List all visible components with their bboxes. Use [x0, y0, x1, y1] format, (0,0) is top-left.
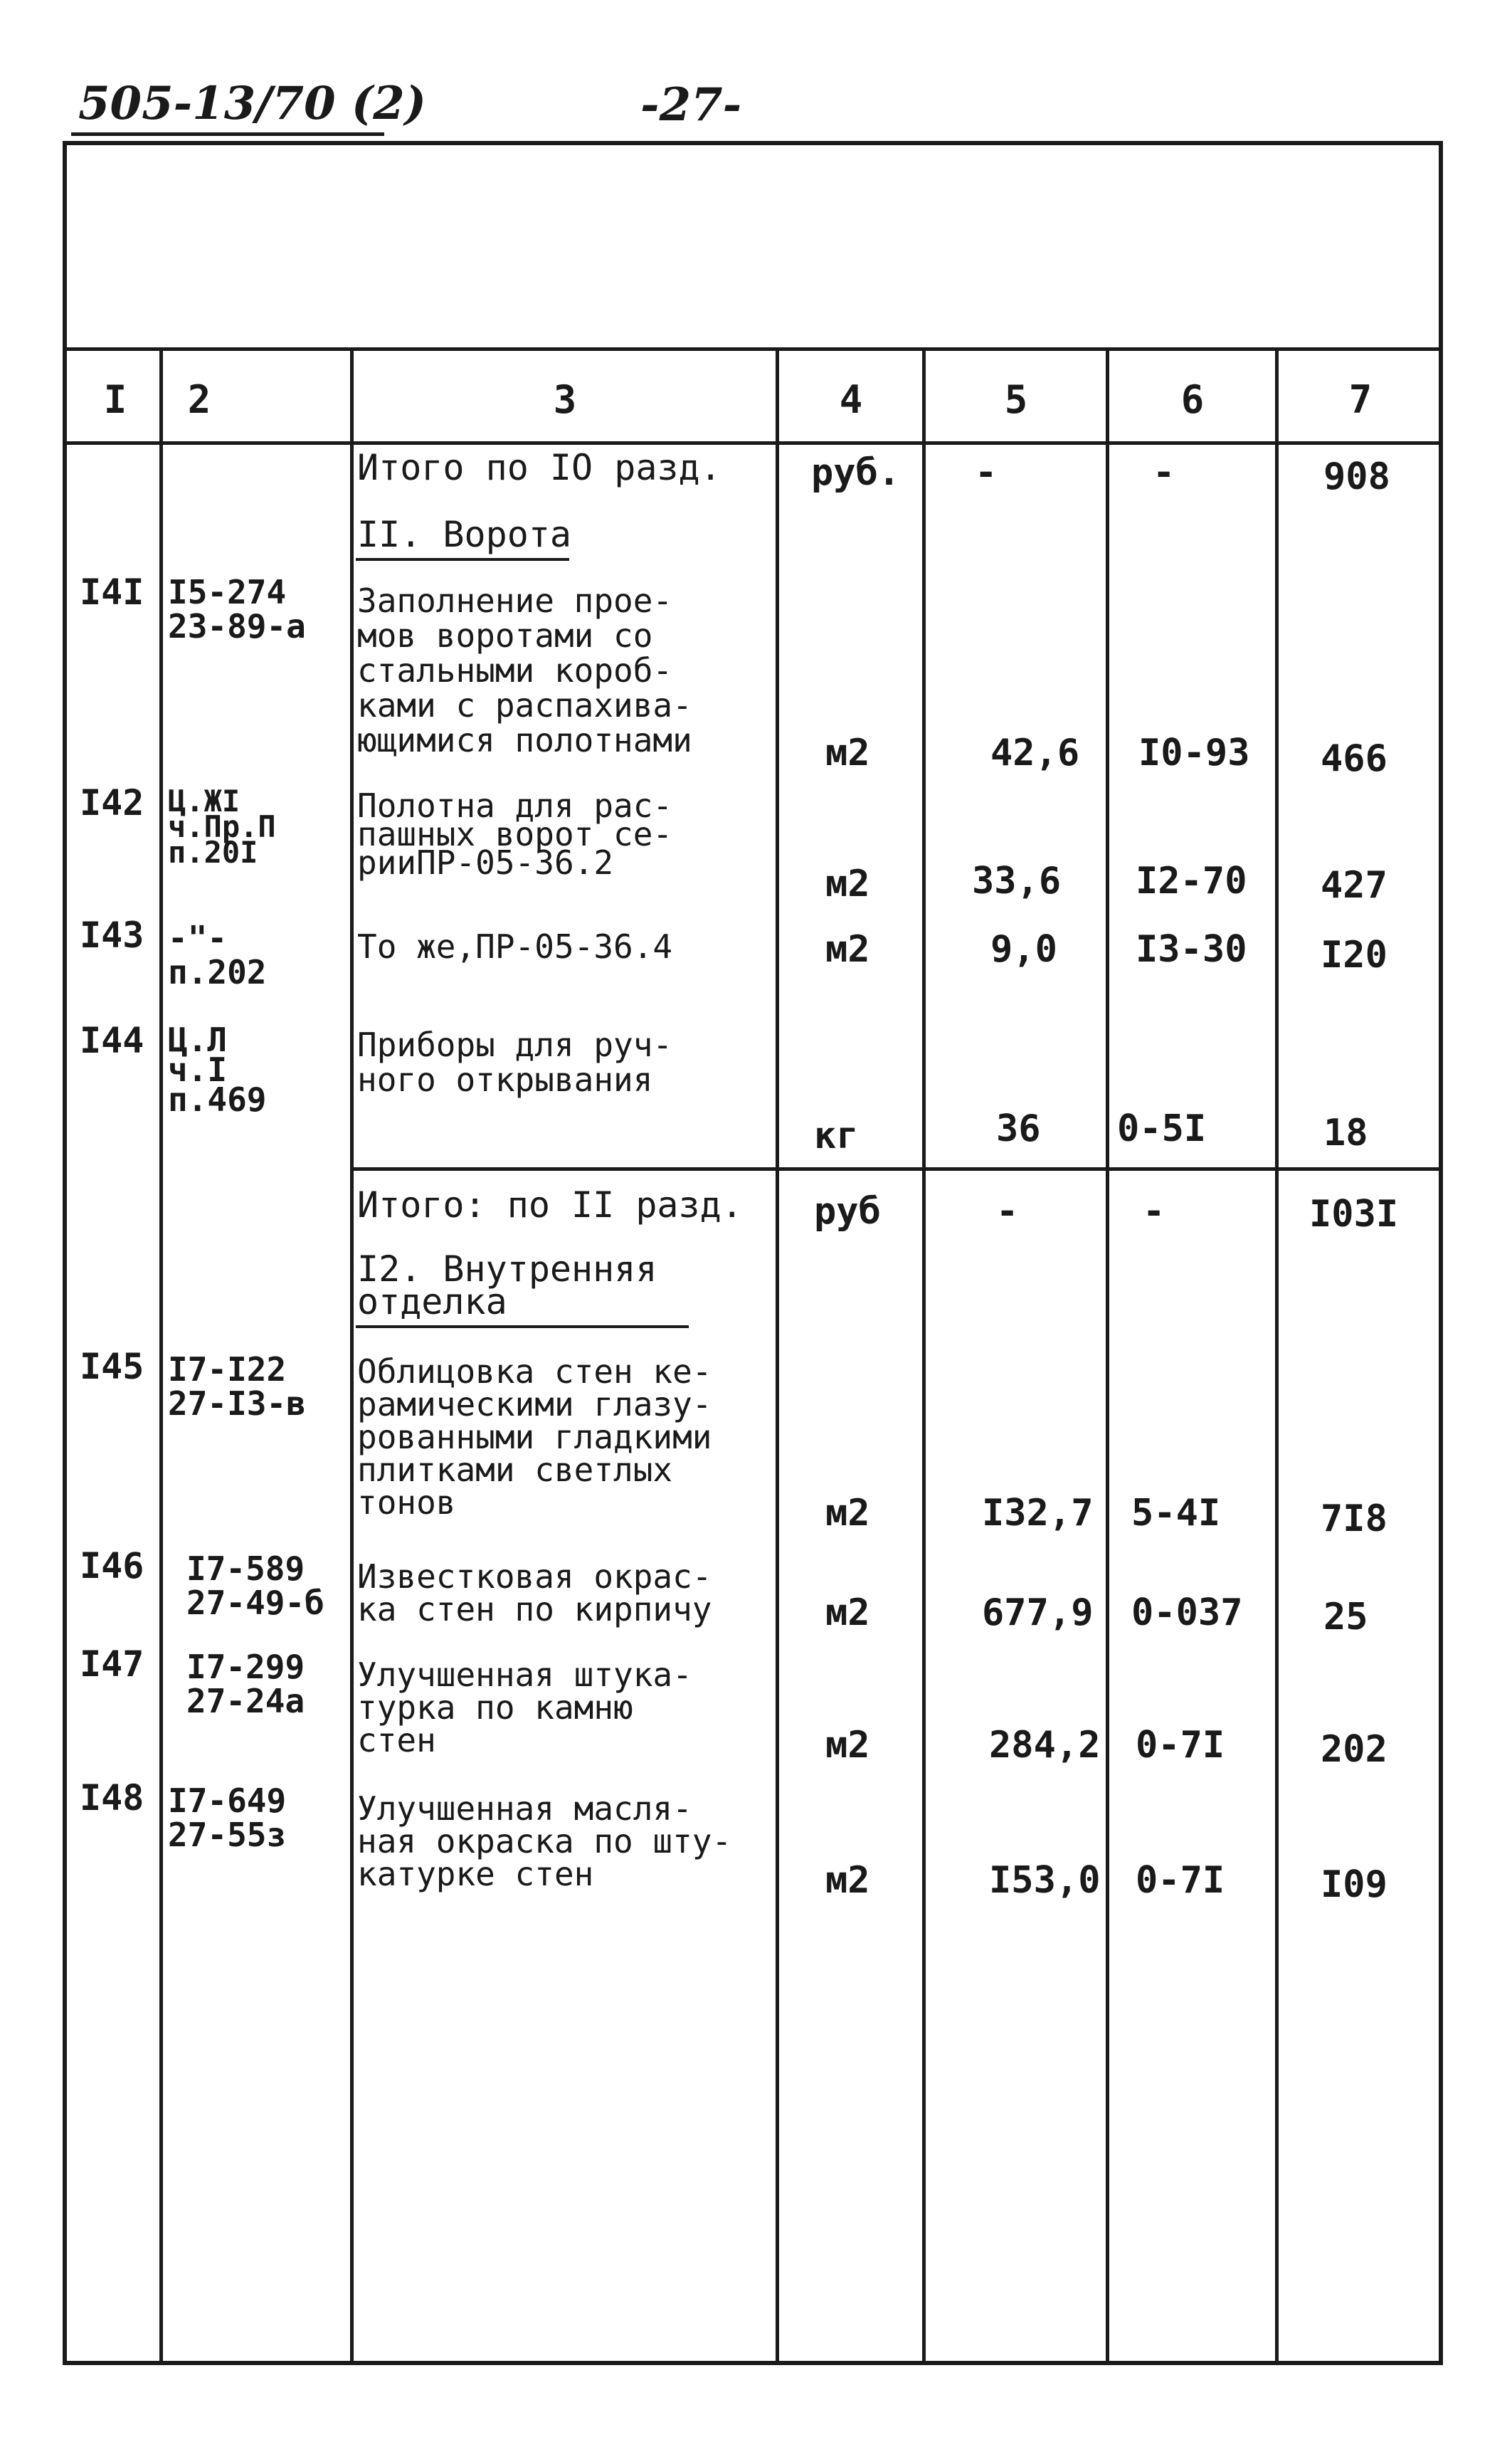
table-row-141-desc: Заполнение прое- мов воротами со стальными короб- ками с распахива- ющимися полотнами: [357, 581, 692, 759]
table-row-total-10-total: 908: [1323, 456, 1390, 498]
table-row-144-code: Ц.Л ч.I п.469: [168, 1021, 267, 1119]
table-row-143-code: -"- п.202: [168, 919, 267, 991]
table-row-148-unit: м2: [825, 1859, 870, 1902]
table-row-147-num: I47: [80, 1643, 144, 1685]
table-row-141-total: 466: [1321, 737, 1387, 780]
table-row-total-10-price: -: [1153, 451, 1175, 494]
table-row-144-desc: Приборы для руч- ного открывания: [357, 1026, 673, 1099]
table-row-146-desc: Известковая окрас- ка стен по кирпичу: [357, 1557, 712, 1628]
table-row-147-qty: 284,2: [989, 1724, 1101, 1767]
col-header-7: 7: [1348, 377, 1373, 422]
table-row-142-unit: м2: [825, 863, 870, 905]
table-frame: [63, 141, 1443, 2365]
table-row-146-unit: м2: [825, 1591, 870, 1634]
table-row-145-num: I45: [80, 1346, 144, 1387]
col-sep-4: [922, 349, 926, 2364]
table-row-145-price: 5-4I: [1131, 1492, 1221, 1535]
col-sep-6: [1275, 349, 1279, 2364]
table-row-147-code: I7-299 27-24а: [186, 1648, 305, 1720]
page-number: -27-: [640, 78, 742, 132]
table-row-147-desc: Улучшенная штука- турка по камню стен: [357, 1656, 692, 1759]
table-row-144-total: 18: [1323, 1112, 1368, 1154]
table-row-148-total: I09: [1321, 1863, 1387, 1906]
table-row-147-unit: м2: [825, 1724, 870, 1767]
table-row-141-price: I0-93: [1138, 732, 1250, 774]
table-row-144-price: 0-5I: [1117, 1107, 1207, 1150]
col-sep-3: [776, 349, 779, 2364]
table-row-142-total: 427: [1321, 864, 1387, 907]
table-row-146-total: 25: [1323, 1596, 1368, 1638]
table-row-142-desc: Полотна для рас- пашных ворот се- рииПР-05-36.2: [357, 786, 673, 882]
table-row-144-num: I44: [80, 1020, 144, 1061]
table-row-146-code: I7-589 27-49-б: [186, 1549, 324, 1622]
col-header-1: I: [103, 377, 127, 422]
table-row-143-unit: м2: [825, 928, 870, 971]
table-row-142-price: I2-70: [1136, 860, 1247, 902]
table-row-145-qty: I32,7: [982, 1492, 1094, 1535]
table-row-148-desc: Улучшенная масля- ная окраска по шту- катурке стен: [357, 1789, 732, 1893]
table-row-146-num: I46: [80, 1545, 144, 1586]
col-header-3: 3: [553, 377, 577, 422]
table-row-145-total: 7I8: [1321, 1498, 1387, 1540]
col-header-2: 2: [187, 377, 211, 422]
section-heading-gates: II. Ворота: [357, 514, 572, 555]
section-heading-interior-finish: I2. Внутренняя отделка: [357, 1248, 657, 1322]
section-heading-gates-underline: [356, 558, 569, 561]
table-row-total-10-qty: -: [975, 451, 998, 494]
table-row-total-11-total: I03I: [1309, 1193, 1399, 1236]
table-row-141-qty: 42,6: [990, 732, 1080, 774]
table-row-145-desc: Облицовка стен ке- рамическими глазу- рованными гладкими плитками светлых тонов: [357, 1352, 712, 1522]
table-row-144-qty: 36: [996, 1107, 1041, 1150]
table-row-148-qty: I53,0: [989, 1859, 1101, 1902]
col-sep-5: [1106, 349, 1109, 2364]
table-row-145-unit: м2: [825, 1492, 870, 1535]
table-row-total-11-qty: -: [996, 1190, 1019, 1233]
header-top-rule: [67, 347, 1442, 351]
table-row-143-price: I3-30: [1136, 928, 1247, 971]
table-row-total-10-unit: руб.: [811, 451, 901, 494]
table-row-total-10-title: Итого по IO разд.: [357, 447, 721, 488]
table-row-142-code: Ц.ЖI ч.Пр.П п.20I: [168, 784, 276, 870]
table-row-144-unit: кг: [814, 1115, 859, 1157]
table-row-145-code: I7-I22 27-I3-в: [168, 1350, 306, 1423]
col-sep-1: [159, 349, 163, 2364]
header-bottom-rule: [67, 441, 1442, 445]
table-row-total-11-title: Итого: по II разд.: [357, 1184, 743, 1226]
table-row-148-code: I7-649 27-55з: [168, 1781, 287, 1854]
table-row-147-price: 0-7I: [1136, 1724, 1225, 1767]
table-row-146-qty: 677,9: [982, 1591, 1094, 1634]
table-row-141-code: I5-274 23-89-а: [168, 573, 306, 646]
table-row-143-num: I43: [80, 915, 144, 956]
table-row-142-num: I42: [80, 782, 144, 823]
table-row-148-num: I48: [80, 1777, 144, 1818]
col-header-6: 6: [1180, 377, 1205, 422]
table-row-141-unit: м2: [825, 732, 870, 774]
section-heading-interior-finish-underline: [356, 1325, 689, 1328]
table-row-total-11-price: -: [1143, 1190, 1165, 1233]
table-row-147-total: 202: [1321, 1728, 1387, 1771]
table-row-total-11-unit: руб: [814, 1190, 881, 1233]
table-row-148-price: 0-7I: [1136, 1859, 1225, 1902]
document-code-underline: [71, 132, 384, 136]
table-row-143-total: I20: [1321, 934, 1387, 977]
col-header-4: 4: [839, 377, 863, 422]
table-row-141-num: I4I: [80, 572, 144, 613]
table-row-146-price: 0-037: [1131, 1591, 1243, 1634]
table-row-143-qty: 9,0: [990, 928, 1057, 971]
table-row-142-qty: 33,6: [972, 860, 1062, 902]
col-sep-2: [350, 349, 354, 2364]
table-row-143-desc: То же,ПР-05-36.4: [357, 927, 673, 966]
document-code: 505-13/70 (2): [78, 77, 427, 130]
col-header-5: 5: [1004, 377, 1028, 422]
